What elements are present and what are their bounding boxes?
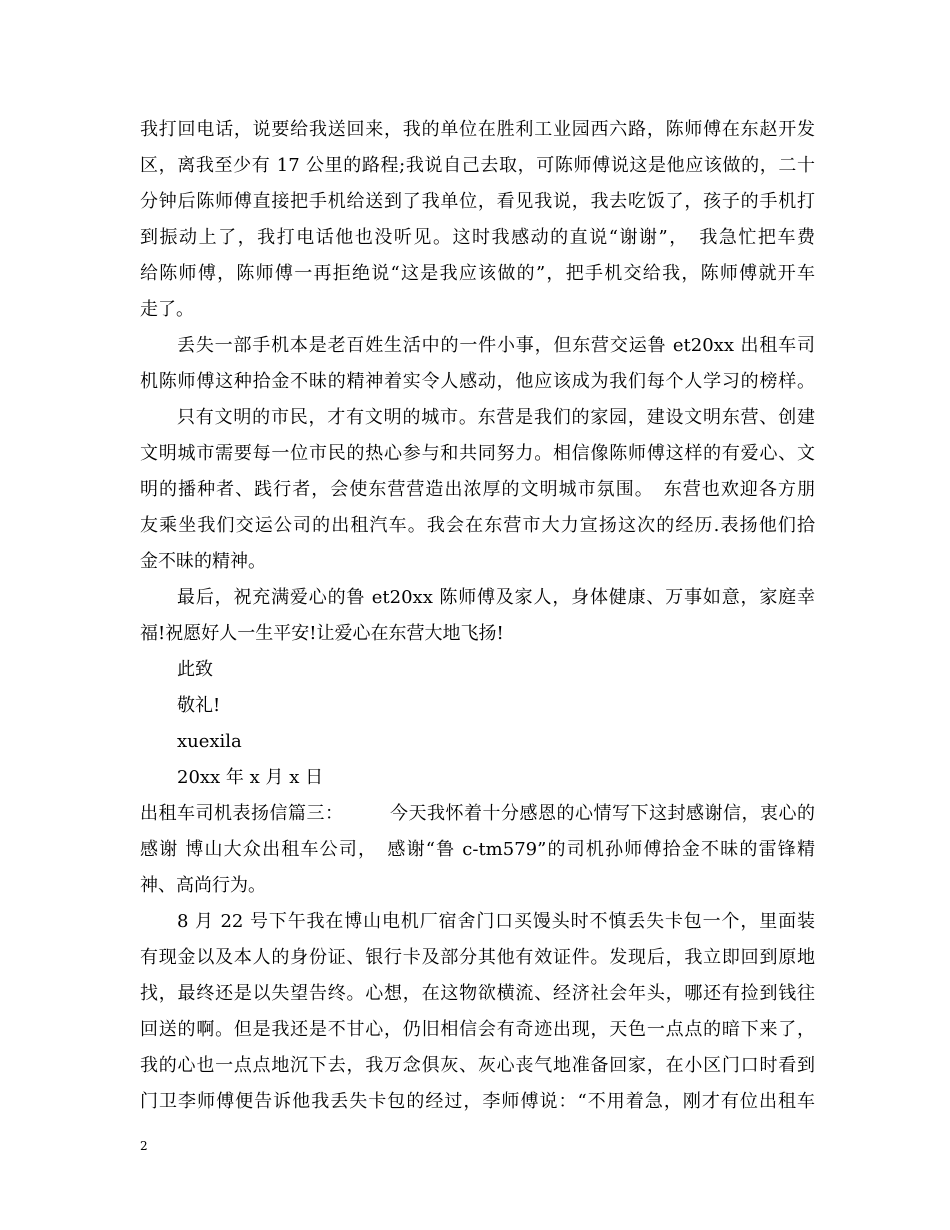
- text-line: 丢失一部手机本是老百姓生活中的一件小事，但东营交运鲁 et20xx 出租车司: [177, 335, 815, 356]
- text-line: 神、高尚行为。: [140, 875, 266, 896]
- text-line: 最后，祝充满爱心的鲁 et20xx 陈师傅及家人，身体健康、万事如意，家庭幸: [177, 587, 815, 608]
- text-line: 友乘坐我们交运公司的出租汽车。我会在东营市大力宣扬这次的经历.表扬他们拾: [140, 515, 815, 536]
- text-line: 分钟后陈师傅直接把手机给送到了我单位，看见我说，我去吃饭了，孩子的手机打: [140, 191, 815, 212]
- text-line: 机陈师傅这种拾金不昧的精神着实令人感动，他应该成为我们每个人学习的榜样。: [140, 371, 815, 392]
- page-number: 2: [140, 1139, 148, 1153]
- signature: xuexila: [177, 731, 242, 752]
- text-line: 回送的啊。但是我还是不甘心，仍旧相信会有奇迹出现，天色一点点的暗下来了，: [140, 1019, 815, 1040]
- text-line: 金不昧的精神。: [140, 551, 266, 572]
- text-line: 给陈师傅，陈师傅一再拒绝说“这是我应该做的”，把手机交给我，陈师傅就开车: [140, 263, 815, 284]
- text-line: 福!祝愿好人一生平安!让爱心在东营大地飞扬!: [140, 623, 504, 644]
- letter-body: [140, 112, 815, 1120]
- text-line: 我的心也一点点地沉下去，我万念俱灰、灰心丧气地准备回家，在小区门口时看到: [140, 1055, 815, 1076]
- text-line: 门卫李师傅便告诉他我丢失卡包的经过，李师傅说：“不用着急，刚才有位出租车: [140, 1091, 815, 1112]
- text-line: 有现金以及本人的身份证、银行卡及部分其他有效证件。发现后，我立即回到原地: [140, 947, 815, 968]
- text-line: 感谢 博山大众出租车公司， 感谢“鲁 c-tm579”的司机孙师傅拾金不昧的雷锋精: [140, 839, 815, 860]
- text-line: 文明城市需要每一位市民的热心参与和共同努力。相信像陈师傅这样的有爱心、文: [140, 443, 815, 464]
- text-line: 明的播种者、践行者，会使东营营造出浓厚的文明城市氛围。 东营也欢迎各方朋: [140, 479, 815, 500]
- section-heading-line: 出租车司机表扬信篇三： 今天我怀着十分感恩的心情写下这封感谢信，衷心的: [140, 803, 815, 824]
- text-line: 找，最终还是以失望告终。心想，在这物欲横流、经济社会年头，哪还有捡到钱往: [140, 983, 815, 1004]
- text-line: 8 月 22 号下午我在博山电机厂宿舍门口买馒头时不慎丢失卡包一个，里面装: [177, 911, 815, 932]
- text-line: 区，离我至少有 17 公里的路程;我说自己去取，可陈师傅说这是他应该做的，二十: [140, 155, 815, 176]
- text-line: 到振动上了，我打电话他也没听见。这时我感动的直说“谢谢”， 我急忙把车费: [140, 227, 815, 248]
- text-line: 只有文明的市民，才有文明的城市。东营是我们的家园，建设文明东营、创建: [177, 407, 815, 428]
- date-line: 20xx 年 x 月 x 日: [177, 767, 324, 788]
- text-line: 我打回电话，说要给我送回来，我的单位在胜利工业园西六路，陈师傅在东赵开发: [140, 119, 815, 140]
- closing-regards: 敬礼!: [177, 695, 221, 716]
- closing-salutation: 此致: [177, 659, 213, 680]
- text-line: 走了。: [140, 299, 194, 320]
